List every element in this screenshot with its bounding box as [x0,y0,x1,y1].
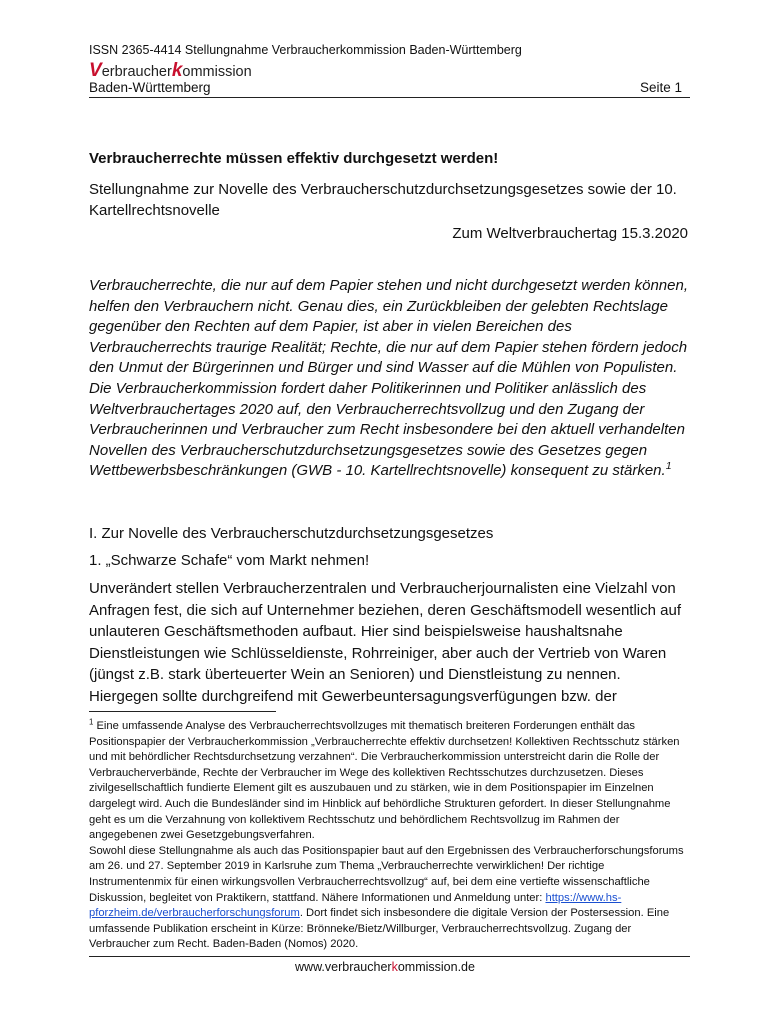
body-paragraph [89,578,690,707]
intro-paragraph [89,276,690,482]
date-line: Zum Weltverbrauchertag 15.3.2020 [452,225,688,242]
verbraucherkommission-logo [89,60,252,82]
logo-text-1: erbraucher [101,64,172,80]
subsection-heading: 1. „Schwarze Schafe“ vom Markt nehmen! [89,552,370,569]
page-subtitle: Stellungnahme zur Novelle des Verbraucherschutzdurchsetzungsgesetzes sowie der 10. Kartellrechtsnovelle [89,181,677,219]
logo-letter-v: V [89,60,102,81]
body-text: Unverändert stellen Verbraucherzentralen und Verbraucherjournalisten eine Vielzahl von Anfragen fest, die sich auf Unternehmer beziehen, deren Geschäftsmodell wesentlich auf unlauteren Geschäftsmethoden aufbaut. Hier sind beispielsweise haushaltsnahe Dienstleistungen wie Schlüsseldienste, Rohrreiniger, aber auch der Vertrieb von Waren (jüngst z.B. stark überteuerter Wein an Senioren) und Dienstleistung zu nennen. Hiergegen sollte durchgreifend mit Gewerbeuntersagungsverfügungen bzw. der [89,580,682,705]
forschungsforum-link[interactable]: https://www.hs-pforzheim.de/verbraucherforschungsforum [89,891,622,920]
footnote-ref[interactable]: 1 [665,460,672,473]
footnote-paragraph-2b: . Dort findet sich insbesondere die digitale Version der Postersession. Eine umfassende Publikation erscheint in Kürze: Brönneke/Bietz/Willburger, Verbraucherrechtsvollzug. Zugang der Verbraucher zum Recht. Baden-Baden (Nomos) 2020. [89,907,670,951]
footnote [89,719,690,953]
footer-url[interactable] [0,960,770,974]
page-number: Seite 1 [639,80,682,95]
footnote-divider [89,711,276,712]
header-divider [89,97,690,98]
footer-url-part-1: www.verbraucher [295,960,392,974]
intro-text: Verbraucherrechte, die nur auf dem Papier stehen und nicht durchgesetzt werden können, helfen den Verbrauchern nicht. Genau dies, ein Zurückbleiben der gelebten Rechtslage gegenüber den Rechten auf dem Papier, ist aber in vielen Bereichen des Verbraucherrechts traurige Realität; Rechte, die nur auf dem Papier stehen fördern jedoch den Unmut der Bürgerinnen und Bürger und sind Wasser auf die Mühlen von Populisten. Die Verbraucherkommission fordert daher Politikerinnen und Politiker anlässlich des Weltverbrauchertages 2020 auf, den Verbraucherrechtsvollzug und den Zugang der Verbraucherinnen und Verbraucher zum Recht insbesondere bei den aktuell verhandelten Novellen des Verbraucherschutzdurchsetzungsgesetzes sowie des Gesetzes gegen Wettbewerbsbeschränkungen (GWB - 10. Kartellrechtsnovelle) konsequent zu stärken. [89,277,688,480]
footer-url-k: k [391,960,398,974]
footnote-number: 1 [89,717,94,727]
logo-text-2: ommission [182,64,252,80]
footer-divider [89,956,690,957]
section-heading: I. Zur Novelle des Verbraucherschutzdurchsetzungsgesetzes [89,525,494,542]
logo-letter-k: k [171,60,183,81]
footer-url-part-2: ommission.de [397,960,475,974]
header-state: Baden-Württemberg [89,80,211,95]
footnote-paragraph-1: Eine umfassende Analyse des Verbraucherrechtsvollzuges mit thematisch breiteren Forderungen enthält das Positionspapier der Verbraucherkommission „Verbraucherrechte effektiv durchsetzen! Kollektiven Rechtsschutz stärken und mit behördlicher Rechtsdurchsetzung verzahnen“. Die Verbraucherkommission unterstreicht darin die Rolle der Verbraucherverbände, Rechte der Verbraucher im Wege des kollektiven Rechtsschutzes durchzusetzen. Dieses zivilgesellschaftlich fundierte Element gilt es auszubauen und zu stärken, wie in dem Positionspapier im Einzelnen dargelegt wird. Auch die Bundesländer sind im Hinblick auf behördliche Strukturen gefordert. In dieser Stellungnahme geht es um die Verzahnung von kollektivem Rechtsschutz und behördlichem Rechtsvollzug im Rahmen der angegebenen zwei Gesetzgebungsverfahren. [89,720,680,842]
page-title: Verbraucherrechte müssen effektiv durchgesetzt werden! [89,150,499,167]
issn-line: ISSN 2365-4414 Stellungnahme Verbraucherkommission Baden-Württemberg [89,43,522,57]
footnote-paragraph-2a: Sowohl diese Stellungnahme als auch das Positionspapier baut auf den Ergebnissen des Verbraucherforschungsforums am 26. und 27. September 2019 in Karlsruhe zum Thema „Verbraucherrechte verwirklichen! Der richtige Instrumentenmix für einen wirkungsvollen Verbraucherrechtsvollzug“ auf, bei dem eine vertiefte wissenschaftliche Diskussion, begleitet von Praktikern, stattfand. Nähere Informationen und Anmeldung unter: [89,844,684,904]
